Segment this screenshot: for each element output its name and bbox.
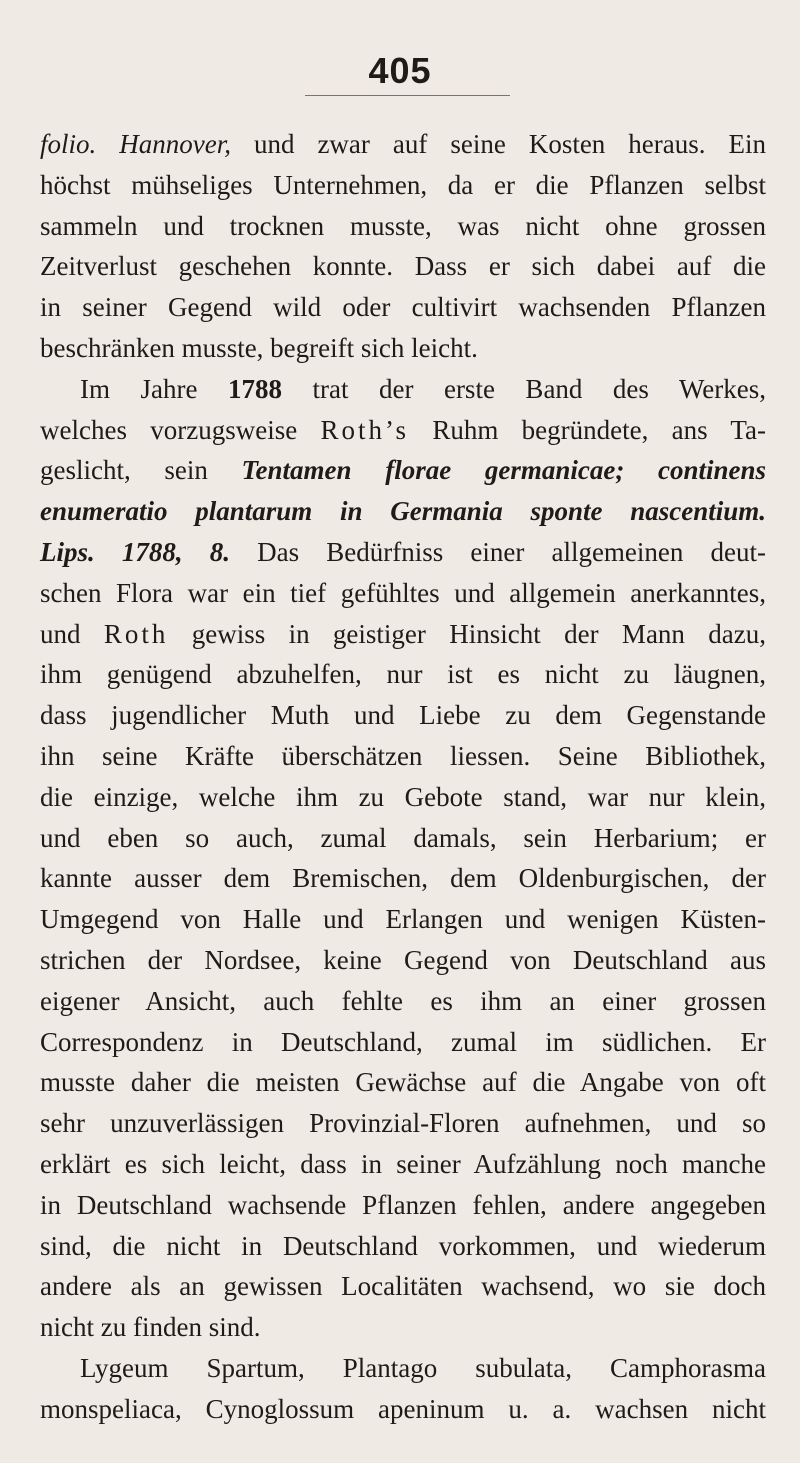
page-number: 405 — [368, 50, 432, 91]
text-run: und — [40, 618, 104, 649]
text-run: welches vorzugsweise — [40, 414, 321, 445]
text-line: die einzige, welche ihm zu Gebote stand, war nur klein, — [40, 781, 766, 812]
text-line: strichen der Nordsee, keine Gegend von Deutschland aus — [40, 944, 766, 975]
text-line — [40, 410, 766, 451]
text-line: sind, die nicht in Deutschland vorkommen, und wiederum — [40, 1230, 766, 1261]
text-run: gewiss in geistiger Hinsicht der Mann dazu, — [168, 618, 766, 649]
italic-citation: folio. Hannover, — [40, 129, 231, 159]
text-line: in seiner Gegend wild oder cultivirt wachsenden Pflanzen — [40, 292, 766, 323]
text-line — [40, 369, 766, 410]
text-line: musste daher die meisten Gewächse auf die Angabe von oft — [40, 1067, 766, 1098]
text-line — [40, 124, 766, 165]
header-rule — [305, 95, 510, 96]
text-line: höchst mühseliges Unternehmen, da er die Pflanzen selbst — [40, 169, 766, 200]
text-line: sehr unzuverlässigen Provinzial-Floren aufnehmen, und so — [40, 1108, 766, 1139]
text-line: kannte ausser dem Bremischen, dem Oldenburgischen, der — [40, 863, 766, 894]
text-line: beschränken musste, begreift sich leicht. — [40, 332, 478, 363]
body-text — [40, 124, 766, 1430]
text-line: in Deutschland wachsende Pflanzen fehlen, andere angegeben — [40, 1189, 766, 1220]
text-line: erklärt es sich leicht, dass in seiner Aufzählung noch manche — [40, 1148, 766, 1179]
text-line: eigener Ansicht, auch fehlte es ihm an einer grossen — [40, 985, 766, 1016]
year-bold: 1788 — [227, 373, 282, 404]
text-line — [40, 491, 766, 532]
text-line: Zeitverlust geschehen konnte. Dass er sich dabei auf die — [40, 251, 766, 282]
text-line: Umgegend von Halle und Erlangen und wenigen Küsten- — [40, 904, 766, 935]
publication-info: Lips. 1788, 8. — [40, 536, 231, 567]
text-line: Lygeum Spartum, Plantago subulata, Camphorasma — [80, 1352, 766, 1383]
text-line: nicht zu finden sind. — [40, 1312, 261, 1343]
text-line — [40, 532, 766, 573]
text-line — [40, 614, 766, 655]
text-line: ihn seine Kräfte überschätzen liessen. Seine Bibliothek, — [40, 740, 766, 771]
text-run: und zwar auf seine Kosten heraus. Ein — [230, 129, 766, 159]
text-line: und eben so auch, zumal damals, sein Herbarium; er — [40, 822, 766, 853]
author-name: Roth — [103, 618, 169, 649]
text-line: sammeln und trocknen musste, was nicht ohne grossen — [40, 210, 766, 241]
text-line: schen Flora war ein tief gefühltes und allgemein anerkanntes, — [40, 577, 766, 608]
book-title: enumeratio plantarum in Germania sponte nascentium. — [40, 496, 766, 527]
text-line: Correspondenz in Deutschland, zumal im südlichen. Er — [40, 1026, 766, 1057]
author-name: Roth’s — [320, 414, 410, 445]
text-line: monspeliaca, Cynoglossum apeninum u. a. wachsen nicht — [40, 1393, 766, 1424]
text-run: geslicht, sein — [40, 455, 242, 486]
text-run: Im Jahre — [80, 373, 228, 404]
text-line — [40, 450, 766, 491]
text-run: Ruhm begründete, ans Ta- — [409, 414, 766, 445]
text-run: trat der erste Band des Werkes, — [281, 373, 766, 404]
text-run: Das Bedürfniss einer allgemeinen deut- — [230, 536, 766, 567]
book-title: Tentamen florae germanicae; continens — [241, 455, 766, 486]
text-line: dass jugendlicher Muth und Liebe zu dem Gegenstande — [40, 700, 766, 731]
text-line: andere als an gewissen Localitäten wachsend, wo sie doch — [40, 1271, 766, 1302]
text-line: ihm genügend abzuhelfen, nur ist es nicht zu läugnen, — [40, 659, 766, 690]
